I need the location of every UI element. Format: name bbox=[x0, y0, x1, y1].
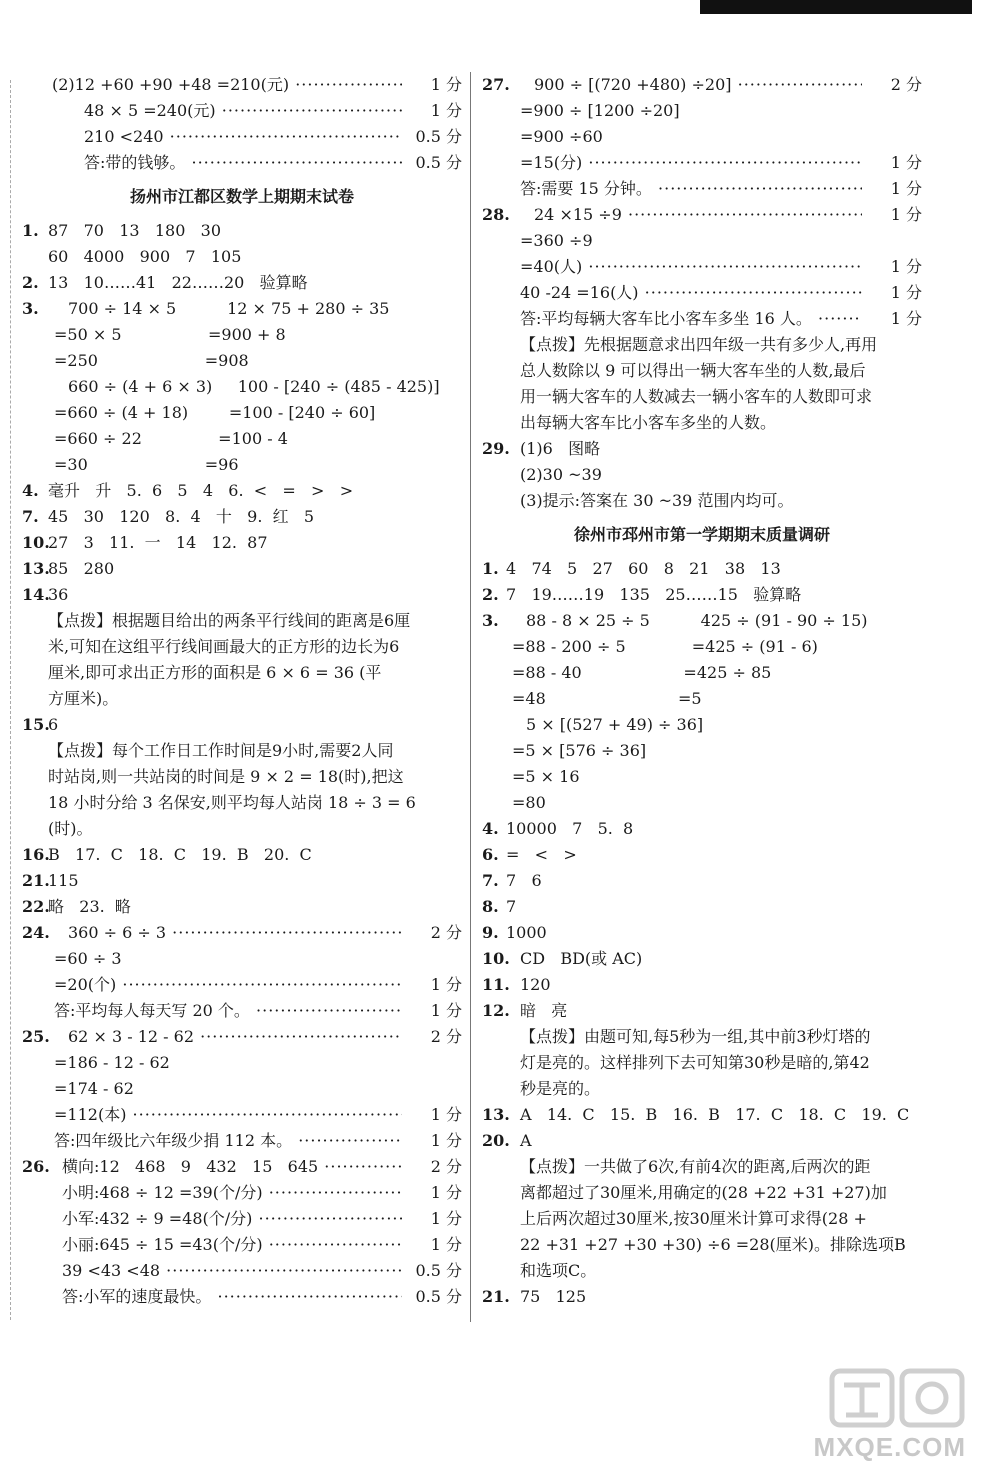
answer-line bbox=[22, 972, 462, 998]
question-number: 8. bbox=[482, 897, 499, 916]
watermark-logo bbox=[762, 1363, 972, 1463]
question-number: 7. bbox=[482, 871, 499, 890]
answer-text: 方厘米)。 bbox=[48, 689, 119, 708]
answer-line bbox=[482, 228, 922, 254]
answer-text: 40 -24 =16(人) ····· bbox=[520, 280, 862, 306]
answer-text: 答:四年级比六年级少捐 112 本。 ····· bbox=[54, 1128, 402, 1154]
answer-line bbox=[482, 1258, 922, 1284]
question-number: 29. bbox=[482, 439, 510, 458]
answer-line bbox=[482, 686, 922, 712]
answer-line bbox=[22, 686, 462, 712]
answer-line bbox=[22, 124, 462, 150]
score-points: 2 分 bbox=[427, 920, 462, 946]
answer-line bbox=[482, 920, 922, 946]
answer-text: = < > bbox=[506, 845, 577, 864]
answer-text: 小丽:645 ÷ 15 =43(个/分) ····· bbox=[62, 1232, 402, 1258]
answer-text: 5 × [(527 + 49) ÷ 36] bbox=[526, 715, 704, 734]
question-number: 11. bbox=[482, 975, 510, 994]
answer-line bbox=[22, 1128, 462, 1154]
score-points: 0.5 分 bbox=[411, 124, 462, 150]
answer-text: 48 × 5 =240(元) ····· bbox=[84, 98, 402, 124]
answer-text: 上后两次超过30厘米,按30厘米计算可求得(28 + bbox=[520, 1209, 867, 1228]
answer-text: 4 74 5 27 60 8 21 38 13 bbox=[506, 559, 781, 578]
answer-line bbox=[482, 410, 922, 436]
score-points: 1 分 bbox=[427, 1206, 462, 1232]
answer-text: =5 × [576 ÷ 36] bbox=[512, 741, 647, 760]
answer-line bbox=[482, 764, 922, 790]
answer-text: 米,可知在这组平行线间画最大的正方形的边长为6 bbox=[48, 637, 400, 656]
top-black-bar bbox=[700, 0, 972, 14]
answer-line bbox=[482, 842, 922, 868]
section-title: 徐州市邳州市第一学期期末质量调研 bbox=[573, 525, 830, 544]
answer-line bbox=[22, 296, 462, 322]
answer-line bbox=[22, 790, 462, 816]
answer-text: 7 19……19 135 25……15 验算略 bbox=[506, 585, 802, 604]
answer-line bbox=[482, 202, 922, 228]
question-number: 4. bbox=[482, 819, 499, 838]
answer-line bbox=[482, 384, 922, 410]
answer-text: 700 ÷ 14 × 5 12 × 75 + 280 ÷ 35 bbox=[68, 299, 390, 318]
answer-line bbox=[22, 218, 462, 244]
answer-text: 【点拨】根据题目给出的两条平行线间的距离是6厘 bbox=[48, 611, 411, 630]
answer-line bbox=[482, 1206, 922, 1232]
section-title: 扬州市江都区数学上期期末试卷 bbox=[129, 187, 354, 206]
answer-text: 【点拨】先根据题意求出四年级一共有多少人,再用 bbox=[520, 335, 878, 354]
answer-line bbox=[22, 660, 462, 686]
answer-line bbox=[482, 98, 922, 124]
answer-line bbox=[22, 400, 462, 426]
answer-line bbox=[482, 332, 922, 358]
question-number: 25. bbox=[22, 1027, 50, 1046]
column-divider bbox=[470, 72, 471, 1322]
answer-text: =50 × 5 =900 + 8 bbox=[54, 325, 286, 344]
question-number: 2. bbox=[482, 585, 499, 604]
score-points: 1 分 bbox=[887, 280, 922, 306]
answer-text: (1)6 图略 bbox=[520, 439, 601, 458]
answer-line bbox=[482, 556, 922, 582]
score-points: 0.5 分 bbox=[411, 1284, 462, 1310]
answer-line bbox=[22, 868, 462, 894]
question-number: 3. bbox=[22, 299, 39, 318]
answer-text: =5 × 16 bbox=[512, 767, 580, 786]
answer-text: A 14. C 15. B 16. B 17. C 18. C 19. C bbox=[520, 1105, 910, 1124]
answer-text: (2)12 +60 +90 +48 =210(元) ····· bbox=[52, 72, 402, 98]
answer-line bbox=[482, 816, 922, 842]
answer-line bbox=[482, 124, 922, 150]
answer-line bbox=[482, 946, 922, 972]
answer-line bbox=[22, 894, 462, 920]
answer-text: 7 bbox=[506, 897, 517, 916]
answer-text: 小明:468 ÷ 12 =39(个/分) ····· bbox=[62, 1180, 402, 1206]
answer-line bbox=[22, 946, 462, 972]
answer-text: 答:小军的速度最快。 ····· bbox=[62, 1284, 402, 1310]
answer-text: 360 ÷ 6 ÷ 3 ····· bbox=[68, 920, 402, 946]
answer-line bbox=[482, 1102, 922, 1128]
answer-line bbox=[22, 1154, 462, 1180]
answer-text: 115 bbox=[48, 871, 79, 890]
answer-line bbox=[22, 712, 462, 738]
answer-line bbox=[22, 1284, 462, 1310]
answer-line bbox=[482, 1154, 922, 1180]
answer-line bbox=[22, 1050, 462, 1076]
answer-text: =900 ÷60 bbox=[520, 127, 603, 146]
answer-line bbox=[22, 1258, 462, 1284]
answer-line bbox=[482, 582, 922, 608]
answer-text: 答:平均每人每天写 20 个。 ····· bbox=[54, 998, 402, 1024]
answer-text: 36 bbox=[48, 585, 69, 604]
question-number: 6. bbox=[482, 845, 499, 864]
answer-text: 45 30 120 8. 4 十 9. 红 5 bbox=[48, 507, 315, 526]
answer-line bbox=[482, 358, 922, 384]
binding-margin-line bbox=[10, 80, 11, 1320]
answer-line bbox=[22, 608, 462, 634]
answer-line bbox=[482, 150, 922, 176]
answer-line bbox=[22, 582, 462, 608]
answer-line bbox=[22, 504, 462, 530]
answer-text: =40(人) ····· bbox=[520, 254, 862, 280]
score-points: 2 分 bbox=[427, 1024, 462, 1050]
answer-line bbox=[22, 1102, 462, 1128]
answer-text: =48 =5 bbox=[512, 689, 702, 708]
answer-line bbox=[22, 98, 462, 124]
score-points: 1 分 bbox=[887, 306, 922, 332]
answer-line bbox=[482, 712, 922, 738]
answer-text: A bbox=[520, 1131, 532, 1150]
question-number: 13. bbox=[482, 1105, 510, 1124]
answer-line bbox=[482, 1128, 922, 1154]
answer-text: 离都超过了30厘米,用确定的(28 +22 +31 +27)加 bbox=[520, 1183, 887, 1202]
score-points: 1 分 bbox=[427, 98, 462, 124]
answer-text: =88 - 40 =425 ÷ 85 bbox=[512, 663, 772, 682]
answer-line bbox=[22, 1180, 462, 1206]
answer-text: =174 - 62 bbox=[54, 1079, 134, 1098]
answer-line bbox=[22, 478, 462, 504]
answer-line bbox=[482, 254, 922, 280]
score-points: 1 分 bbox=[887, 176, 922, 202]
answer-line bbox=[482, 280, 922, 306]
answer-line bbox=[482, 608, 922, 634]
answer-text: 39 <43 <48 ····· bbox=[62, 1258, 402, 1284]
answer-text: =186 - 12 - 62 bbox=[54, 1053, 170, 1072]
question-number: 7. bbox=[22, 507, 39, 526]
answer-line bbox=[22, 764, 462, 790]
question-number: 1. bbox=[22, 221, 39, 240]
right-column bbox=[482, 72, 922, 1310]
answer-line bbox=[482, 462, 922, 488]
answer-text: 1000 bbox=[506, 923, 547, 942]
answer-text: =20(个) ····· bbox=[54, 972, 402, 998]
answer-text: =88 - 200 ÷ 5 =425 ÷ (91 - 6) bbox=[512, 637, 818, 656]
score-points: 2 分 bbox=[887, 72, 922, 98]
question-number: 22. bbox=[22, 897, 50, 916]
watermark-domain: MXQE.COM bbox=[813, 1432, 966, 1462]
answer-line bbox=[482, 660, 922, 686]
answer-line bbox=[22, 530, 462, 556]
answer-text: 小军:432 ÷ 9 =48(个/分) ····· bbox=[62, 1206, 402, 1232]
answer-text: 900 ÷ [(720 +480) ÷20] ····· bbox=[534, 72, 862, 98]
answer-text: 60 4000 900 7 105 bbox=[48, 247, 242, 266]
answer-line bbox=[482, 72, 922, 98]
answer-line bbox=[22, 1206, 462, 1232]
answer-line bbox=[482, 176, 922, 202]
answer-text: 660 ÷ (4 + 6 × 3) 100 - [240 ÷ (485 - 425)] bbox=[68, 377, 440, 396]
answer-line bbox=[22, 270, 462, 296]
answer-text: 120 bbox=[520, 975, 551, 994]
question-number: 26. bbox=[22, 1157, 50, 1176]
question-number: 24. bbox=[22, 923, 50, 942]
answer-text: (时)。 bbox=[48, 819, 93, 838]
answer-line bbox=[482, 1024, 922, 1050]
score-points: 0.5 分 bbox=[411, 1258, 462, 1284]
answer-line bbox=[482, 894, 922, 920]
answer-line bbox=[482, 868, 922, 894]
question-number: 16. bbox=[22, 845, 50, 864]
question-number: 15. bbox=[22, 715, 50, 734]
answer-text: 24 ×15 ÷9 ····· bbox=[534, 202, 862, 228]
question-number: 28. bbox=[482, 205, 510, 224]
answer-text: =660 ÷ 22 =100 - 4 bbox=[54, 429, 288, 448]
answer-text: 略 23. 略 bbox=[48, 897, 131, 916]
question-number: 4. bbox=[22, 481, 39, 500]
answer-text: =60 ÷ 3 bbox=[54, 949, 122, 968]
answer-text: 【点拨】由题可知,每5秒为一组,其中前3秒灯塔的 bbox=[520, 1027, 871, 1046]
answer-line bbox=[22, 842, 462, 868]
answer-line bbox=[482, 972, 922, 998]
answer-text: 时站岗,则一共站岗的时间是 9 × 2 = 18(时),把这 bbox=[48, 767, 404, 786]
answer-text: =660 ÷ (4 + 18) =100 - [240 ÷ 60] bbox=[54, 403, 376, 422]
answer-text: (3)提示:答案在 30 ~39 范围内均可。 bbox=[520, 491, 794, 510]
answer-text: 27 3 11. 一 14 12. 87 bbox=[48, 533, 268, 552]
score-points: 1 分 bbox=[427, 72, 462, 98]
answer-text: =900 ÷ [1200 ÷20] bbox=[520, 101, 680, 120]
question-number: 14. bbox=[22, 585, 50, 604]
answer-text: 毫升 升 5. 6 5 4 6. < = > > bbox=[48, 481, 354, 500]
answer-text: 85 280 bbox=[48, 559, 115, 578]
answer-line bbox=[482, 738, 922, 764]
answer-line bbox=[22, 244, 462, 270]
answer-line bbox=[22, 1232, 462, 1258]
answer-line bbox=[482, 1284, 922, 1310]
answer-text: 22 +31 +27 +30 +30) ÷6 =28(厘米)。排除选项B bbox=[520, 1235, 906, 1254]
answer-text: 6 bbox=[48, 715, 59, 734]
answer-line bbox=[482, 1232, 922, 1258]
answer-text: 答:平均每辆大客车比小客车多坐 16 人。 ····· bbox=[520, 306, 862, 332]
answer-line bbox=[22, 72, 462, 98]
answer-text: B 17. C 18. C 19. B 20. C bbox=[48, 845, 312, 864]
answer-line bbox=[22, 150, 462, 176]
answer-text: CD BD(或 AC) bbox=[520, 949, 643, 968]
score-points: 1 分 bbox=[887, 202, 922, 228]
answer-text: 62 × 3 - 12 - 62 ····· bbox=[68, 1024, 402, 1050]
answer-text: 13 10……41 22……20 验算略 bbox=[48, 273, 308, 292]
question-number: 9. bbox=[482, 923, 499, 942]
watermark-icon bbox=[762, 1363, 972, 1433]
answer-line bbox=[22, 816, 462, 842]
answer-text: =360 ÷9 bbox=[520, 231, 593, 250]
score-points: 1 分 bbox=[427, 972, 462, 998]
answer-line bbox=[22, 556, 462, 582]
answer-text: =30 =96 bbox=[54, 455, 239, 474]
answer-line bbox=[22, 738, 462, 764]
answer-line bbox=[22, 1024, 462, 1050]
answer-text: 答:带的钱够。 ····· bbox=[84, 150, 402, 176]
answer-text: 用一辆大客车的人数减去一辆小客车的人数即可求 bbox=[520, 387, 873, 406]
question-number: 27. bbox=[482, 75, 510, 94]
answer-line bbox=[482, 634, 922, 660]
score-points: 1 分 bbox=[427, 1128, 462, 1154]
answer-text: =250 =908 bbox=[54, 351, 249, 370]
answer-line bbox=[22, 998, 462, 1024]
answer-line bbox=[482, 306, 922, 332]
answer-line bbox=[22, 374, 462, 400]
left-column bbox=[22, 72, 462, 1310]
answer-line bbox=[482, 790, 922, 816]
score-points: 1 分 bbox=[887, 150, 922, 176]
answer-text: (2)30 ~39 bbox=[520, 465, 602, 484]
answer-line bbox=[482, 488, 922, 514]
answer-text: 7 6 bbox=[506, 871, 542, 890]
answer-text: 厘米,即可求出正方形的面积是 6 × 6 = 36 (平 bbox=[48, 663, 382, 682]
answer-text: 88 - 8 × 25 ÷ 5 425 ÷ (91 - 90 ÷ 15) bbox=[526, 611, 868, 630]
answer-text: 秒是亮的。 bbox=[520, 1079, 601, 1098]
answer-text: 【点拨】每个工作日工作时间是9小时,需要2人同 bbox=[48, 741, 394, 760]
score-points: 0.5 分 bbox=[411, 150, 462, 176]
score-points: 2 分 bbox=[427, 1154, 462, 1180]
answer-text: 210 <240 ····· bbox=[84, 124, 402, 150]
answer-line bbox=[482, 1076, 922, 1102]
question-number: 3. bbox=[482, 611, 499, 630]
answer-line bbox=[482, 1180, 922, 1206]
answer-line bbox=[22, 634, 462, 660]
answer-line bbox=[22, 920, 462, 946]
score-points: 1 分 bbox=[427, 1102, 462, 1128]
answer-line bbox=[22, 322, 462, 348]
answer-text: =15(分) ····· bbox=[520, 150, 862, 176]
question-number: 10. bbox=[482, 949, 510, 968]
answer-line bbox=[22, 452, 462, 478]
answer-text: =112(本) ····· bbox=[54, 1102, 402, 1128]
score-points: 1 分 bbox=[427, 1232, 462, 1258]
question-number: 13. bbox=[22, 559, 50, 578]
answer-text: 暗 亮 bbox=[520, 1001, 568, 1020]
question-number: 20. bbox=[482, 1131, 510, 1150]
answer-text: 横向:12 468 9 432 15 645 ····· bbox=[62, 1154, 402, 1180]
question-number: 12. bbox=[482, 1001, 510, 1020]
answer-text: 【点拨】一共做了6次,有前4次的距离,后两次的距 bbox=[520, 1157, 871, 1176]
score-points: 1 分 bbox=[427, 998, 462, 1024]
question-number: 10. bbox=[22, 533, 50, 552]
answer-line bbox=[482, 998, 922, 1024]
answer-text: 和选项C。 bbox=[520, 1261, 597, 1280]
score-points: 1 分 bbox=[887, 254, 922, 280]
answer-line bbox=[482, 1050, 922, 1076]
answer-text: 75 125 bbox=[520, 1287, 587, 1306]
question-number: 21. bbox=[482, 1287, 510, 1306]
answer-text: 灯是亮的。这样排列下去可知第30秒是暗的,第42 bbox=[520, 1053, 870, 1072]
answer-line bbox=[22, 426, 462, 452]
answer-text: 87 70 13 180 30 bbox=[48, 221, 222, 240]
question-number: 1. bbox=[482, 559, 499, 578]
question-number: 2. bbox=[22, 273, 39, 292]
answer-line bbox=[22, 1076, 462, 1102]
answer-line bbox=[482, 436, 922, 462]
answer-text: =80 bbox=[512, 793, 546, 812]
answer-text: 10000 7 5. 8 bbox=[506, 819, 634, 838]
answer-text: 出每辆大客车比小客车多坐的人数。 bbox=[520, 413, 777, 432]
answer-text: 总人数除以 9 可以得出一辆大客车坐的人数,最后 bbox=[520, 361, 866, 380]
answer-text: 18 小时分给 3 名保安,则平均每人站岗 18 ÷ 3 = 6 bbox=[48, 793, 416, 812]
answer-line bbox=[22, 348, 462, 374]
answer-text: 答:需要 15 分钟。 ····· bbox=[520, 176, 862, 202]
score-points: 1 分 bbox=[427, 1180, 462, 1206]
question-number: 21. bbox=[22, 871, 50, 890]
